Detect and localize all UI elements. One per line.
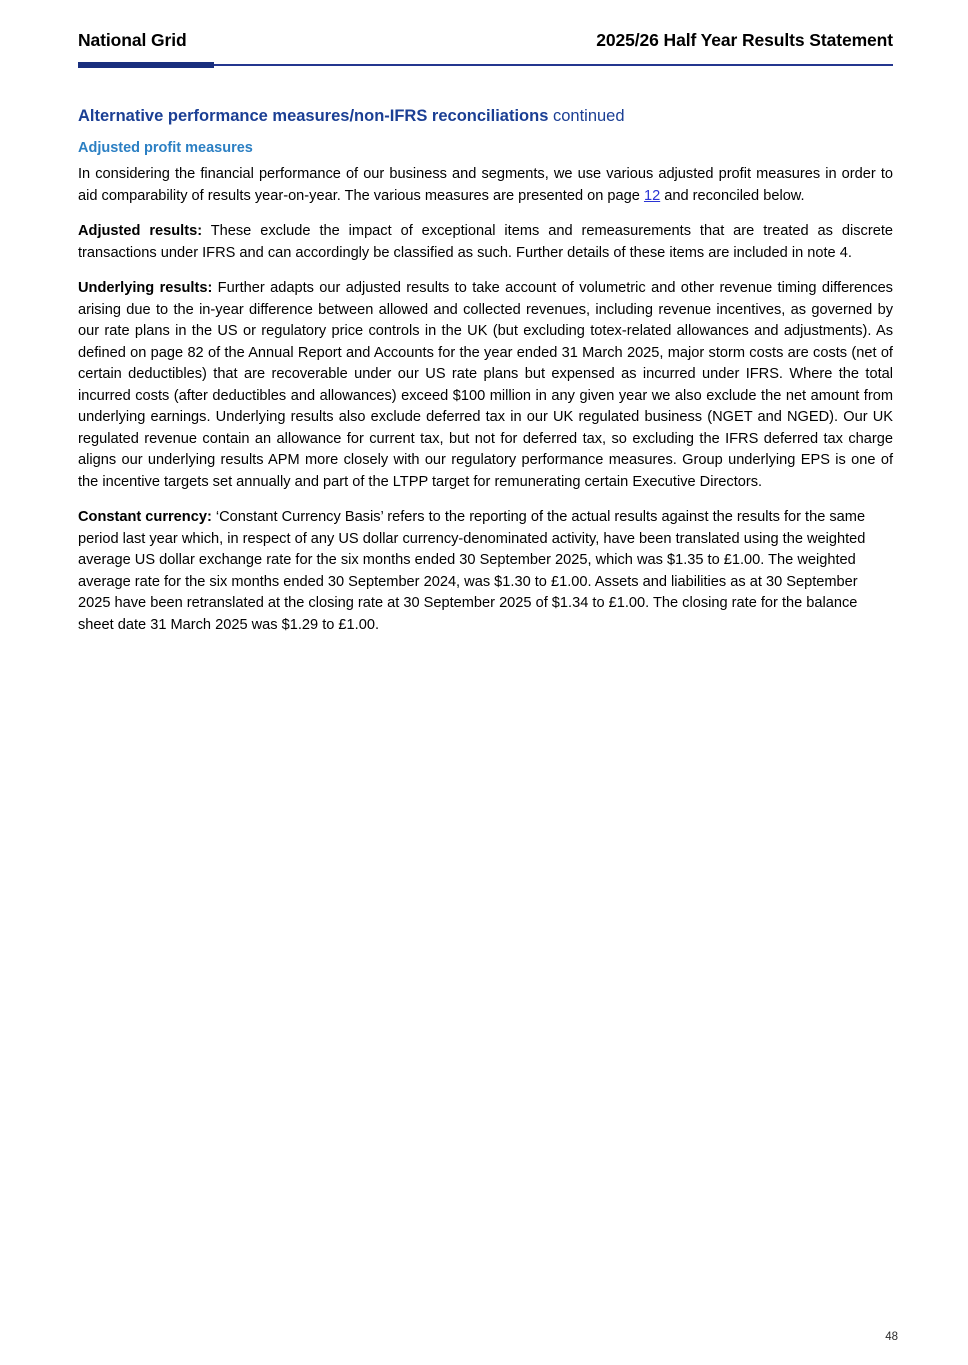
document-header — [78, 30, 893, 51]
underlying-results-text: Further adapts our adjusted results to take account of volumetric and other revenue timing differences arising due to the in-year difference between allowed and collected revenues, including revenue incentives, as governed by our rate plans in the US or regulatory price controls in the UK (but excluding totex-related allowances and adjustments). As defined on page 82 of the Annual Report and Accounts for the year ended 31 March 2025, major storm costs are costs (net of certain deductibles) that are recoverable under our US rate plans but expensed as incurred under IFRS. Where the total incurred costs (after deductibles and allowances) exceed $100 million in any given year we also exclude the net amount from underlying earnings. Underlying results also exclude deferred tax in our UK regulated business (NGET and NGED). Our UK regulated revenue contain an allowance for current tax, but not for deferred tax, so excluding the IFRS deferred tax charge aligns our underlying results APM more closely with our regulatory performance measures. Group underlying EPS is one of the incentive targets set annually and part of the LTPP target for remunerating certain Executive Directors. — [78, 280, 893, 490]
paragraph-adjusted-results — [78, 221, 893, 264]
constant-currency-text: ‘Constant Currency Basis’ refers to the reporting of the actual results against the results for the same period last year which, in respect of any US dollar currency-denominated activity, have been translated using the weighted average US dollar exchange rate for the six months ended 30 September 2025, which was $1.35 to £1.00. The weighted average rate for the six months ended 30 September 2024, was $1.30 to £1.00. Assets and liabilities as at 30 September 2025 have been retranslated at the closing rate at 30 September 2025 of $1.34 to £1.00. The closing rate for the balance sheet date 31 March 2025 was $1.29 to £1.00. — [78, 509, 866, 633]
paragraph-constant-currency — [78, 507, 893, 636]
header-divider-rule — [78, 62, 893, 68]
paragraph-intro — [78, 164, 893, 207]
underlying-results-label: Underlying results: — [78, 280, 213, 297]
adjusted-results-text: These exclude the impact of exceptional items and remeasurements that are treated as discrete transactions under IFRS and can accordingly be classified as such. Further details of these items are included in note 4. — [78, 223, 893, 261]
document-title: 2025/26 Half Year Results Statement — [596, 30, 893, 50]
subsection-heading: Adjusted profit measures — [78, 140, 253, 157]
section-title-main: Alternative performance measures/non-IFRS reconciliations — [78, 107, 549, 125]
brand-name: National Grid — [78, 30, 187, 50]
intro-text-after-link: and reconciled below. — [660, 187, 805, 204]
intro-text-before-link: In considering the financial performance of our business and segments, we use various adjusted profit measures in order to aid comparability of results year-on-year. The various measures are presented on page — [78, 166, 893, 204]
page-reference-link[interactable]: 12 — [643, 187, 661, 204]
header-rule-thick — [78, 62, 214, 68]
section-title-continued: continued — [548, 107, 625, 125]
constant-currency-label: Constant currency: — [78, 509, 212, 526]
page-number: 48 — [885, 1331, 898, 1343]
paragraph-underlying-results — [78, 278, 893, 493]
page-title — [78, 106, 893, 127]
page-content — [78, 106, 893, 650]
adjusted-results-label: Adjusted results: — [78, 223, 203, 240]
